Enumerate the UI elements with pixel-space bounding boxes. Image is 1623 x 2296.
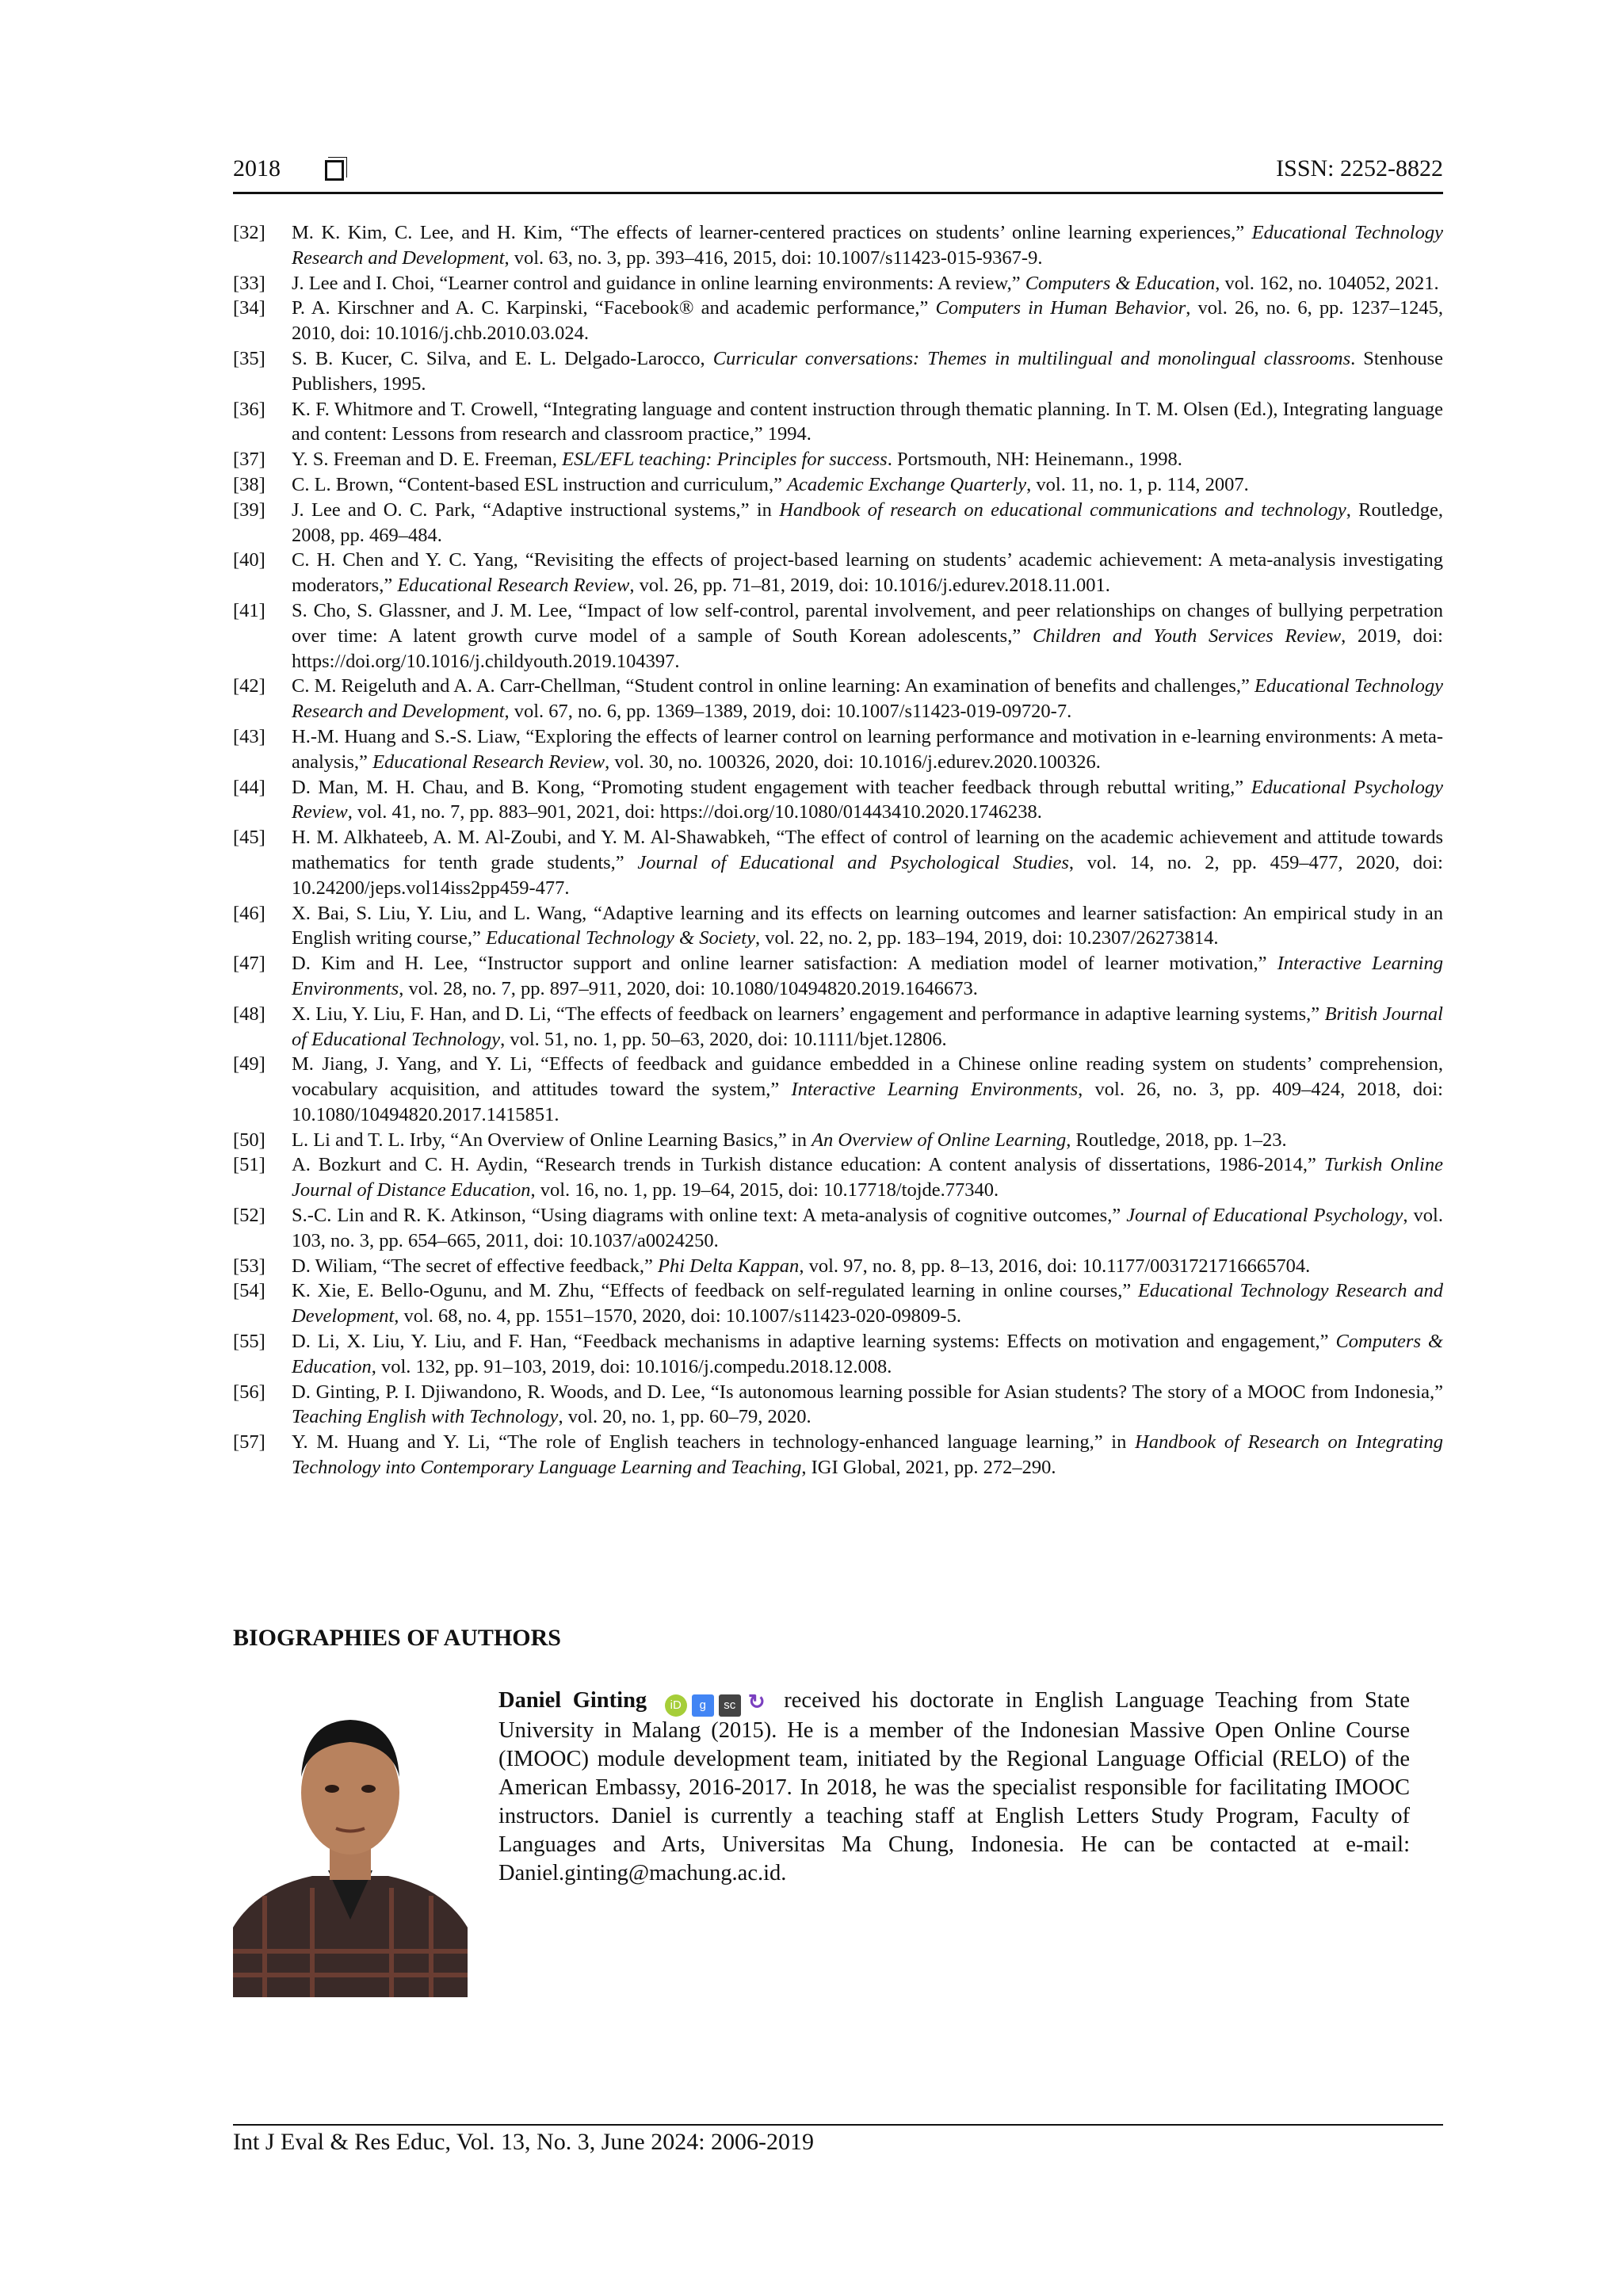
reference-source: Phi Delta Kappan	[658, 1255, 800, 1277]
reference-details: , vol. 14, no. 2, pp. 459–477, 2020, doi: 10.24200/jeps.vol14iss2pp459-477.	[292, 851, 1443, 899]
reference-details: , vol. 103, no. 3, pp. 654–665, 2011, doi: 10.1037/a0024250.	[292, 1205, 1443, 1251]
orcid-icon[interactable]: iD	[665, 1694, 687, 1717]
reference-authors-title: J. Lee and I. Choi, “Learner control and guidance in online learning environments: A review,”	[292, 272, 1025, 294]
reference-number: [50]	[233, 1129, 265, 1151]
reference-source: Handbook of research on educational communications and technology	[779, 499, 1346, 521]
reference-details: , Routledge, 2018, pp. 1–23.	[1066, 1129, 1287, 1151]
reference-item	[233, 548, 1443, 598]
reference-text	[292, 1430, 1443, 1480]
reference-item	[233, 1128, 1443, 1153]
reference-source: Computers & Education	[1025, 272, 1216, 294]
reference-source: Children and Youth Services Review	[1032, 625, 1342, 647]
reference-text	[292, 775, 1443, 826]
reference-number: [57]	[233, 1431, 265, 1454]
reference-item	[233, 1254, 1443, 1279]
publons-icon[interactable]: ↻	[747, 1690, 766, 1713]
reference-details: , vol. 26, no. 6, pp. 1237–1245, 2010, doi: 10.1016/j.chb.2010.03.024.	[292, 297, 1443, 345]
reference-authors-title: M. Jiang, J. Yang, and Y. Li, “Effects of feedback and guidance embedded in a Chinese online reading system on students’ comprehension, vocabulary acquisition, and attitudes toward the system,”	[292, 1053, 1443, 1101]
reference-details: , vol. 41, no. 7, pp. 883–901, 2021, doi: https://doi.org/10.1080/01443410.2020.1746238.	[347, 801, 1042, 823]
reference-details: , vol. 97, no. 8, pp. 8–13, 2016, doi: 10.1177/0031721716665704.	[799, 1255, 1311, 1277]
reference-authors-title: K. Xie, E. Bello-Ogunu, and M. Zhu, “Effects of feedback on self-regulated learning in online courses,”	[292, 1280, 1138, 1302]
reference-details: , vol. 22, no. 2, pp. 183–194, 2019, doi: 10.2307/26273814.	[754, 927, 1219, 949]
reference-details: , vol. 63, no. 3, pp. 393–416, 2015, doi: 10.1007/s11423-015-9367-9.	[504, 246, 1043, 269]
reference-source: Educational Psychology Review	[292, 776, 1443, 823]
reference-text	[292, 397, 1443, 448]
reference-source: Journal of Educational and Psychological Studies	[637, 851, 1069, 873]
reference-number: [52]	[233, 1205, 265, 1227]
reference-text	[292, 296, 1443, 346]
reference-authors-title: X. Liu, Y. Liu, F. Han, and D. Li, “The effects of feedback on learners’ engagement and performance in adaptive learning systems,”	[292, 1003, 1325, 1025]
reference-source: Handbook of Research on Integrating Technology into Contemporary Language Learning and Teaching	[292, 1431, 1443, 1479]
reference-text	[292, 1329, 1443, 1380]
reference-text	[292, 674, 1443, 724]
reference-authors-title: J. Lee and O. C. Park, “Adaptive instructional systems,” in	[292, 499, 780, 521]
reference-number: [55]	[233, 1331, 265, 1353]
reference-details: , vol. 51, no. 1, pp. 50–63, 2020, doi: 10.1111/bjet.12806.	[500, 1028, 947, 1050]
reference-details: , vol. 132, pp. 91–103, 2019, doi: 10.1016/j.compedu.2018.12.008.	[371, 1355, 892, 1377]
reference-source: Educational Research Review	[397, 575, 630, 597]
reference-number: [34]	[233, 297, 265, 319]
reference-source: Turkish Online Journal of Distance Education	[292, 1154, 1443, 1201]
reference-item	[233, 271, 1443, 296]
reference-source: Curricular conversations: Themes in multilingual and monolingual classrooms	[712, 347, 1351, 369]
reference-authors-title: D. Man, M. H. Chau, and B. Kong, “Promoting student engagement with teacher feedback through rebuttal writing,”	[292, 776, 1251, 798]
reference-number: [41]	[233, 599, 265, 621]
reference-item	[233, 1380, 1443, 1431]
author-name: Daniel Ginting	[498, 1688, 647, 1713]
reference-item	[233, 447, 1443, 472]
reference-authors-title: S. B. Kucer, C. Silva, and E. L. Delgado-Larocco,	[292, 347, 713, 369]
reference-item	[233, 1430, 1443, 1480]
reference-details: , vol. 28, no. 7, pp. 897–911, 2020, doi: 10.1080/10494820.2019.1646673.	[399, 977, 978, 999]
reference-text	[292, 220, 1443, 271]
biographies-heading: BIOGRAPHIES OF AUTHORS	[233, 1625, 561, 1651]
reference-text	[292, 447, 1443, 472]
reference-number: [39]	[233, 499, 265, 521]
reference-source: An Overview of Online Learning	[812, 1129, 1067, 1151]
reference-item	[233, 346, 1443, 397]
reference-item	[233, 951, 1443, 1002]
reference-list	[233, 220, 1443, 1480]
reference-number: [40]	[233, 549, 265, 571]
reference-source: Educational Technology Research and Development	[292, 222, 1443, 269]
reference-item	[233, 296, 1443, 346]
reference-text	[292, 548, 1443, 598]
reference-authors-title: C. L. Brown, “Content-based ESL instruction and curriculum,”	[292, 473, 788, 495]
reference-text	[292, 346, 1443, 397]
reference-source: Educational Technology Research and Development	[292, 675, 1443, 723]
reference-source: Interactive Learning Environments	[791, 1079, 1079, 1101]
reference-source: Interactive Learning Environments	[292, 953, 1443, 999]
reference-number: [46]	[233, 902, 265, 924]
reference-text	[292, 271, 1443, 296]
reference-authors-title: D. Kim and H. Lee, “Instructor support and online learner satisfaction: A mediation model of learner motivation,”	[292, 953, 1277, 975]
reference-details: , vol. 26, pp. 71–81, 2019, doi: 10.1016/j.edurev.2018.11.001.	[629, 575, 1110, 597]
reference-authors-title: C. M. Reigeluth and A. A. Carr-Chellman, “Student control in online learning: An examination of benefits and challenges,”	[292, 675, 1255, 697]
reference-number: [48]	[233, 1003, 265, 1025]
reference-item	[233, 1002, 1443, 1052]
issn: ISSN: 2252-8822	[1276, 155, 1443, 181]
reference-item	[233, 825, 1443, 900]
reference-details: , vol. 67, no. 6, pp. 1369–1389, 2019, doi: 10.1007/s11423-019-09720-7.	[504, 701, 1072, 723]
reference-text	[292, 724, 1443, 775]
reference-number: [47]	[233, 953, 265, 975]
reference-source: ESL/EFL teaching: Principles for success	[562, 449, 888, 471]
footer-citation: Int J Eval & Res Educ, Vol. 13, No. 3, June 2024: 2006-2019	[233, 2129, 815, 2155]
reference-authors-title: D. Ginting, P. I. Djiwandono, R. Woods, and D. Lee, “Is autonomous learning possible for Asian students? The story of a MOOC from Indonesia,”	[292, 1381, 1443, 1403]
reference-authors-title: A. Bozkurt and C. H. Aydin, “Research trends in Turkish distance education: A content analysis of dissertations, 1986-2014,”	[292, 1154, 1324, 1176]
reference-source: Educational Research Review	[372, 751, 605, 773]
reference-number: [33]	[233, 272, 265, 294]
reference-item	[233, 498, 1443, 548]
reference-item	[233, 775, 1443, 826]
author-bio	[498, 1687, 1410, 1888]
page-header	[233, 155, 1443, 187]
page-number: 2018	[233, 155, 281, 181]
reference-number: [42]	[233, 675, 265, 697]
reference-authors-title: D. Wiliam, “The secret of effective feedback,”	[292, 1255, 659, 1277]
reference-number: [45]	[233, 827, 265, 849]
reference-number: [37]	[233, 449, 265, 471]
reference-details: , vol. 16, no. 1, pp. 19–64, 2015, doi: 10.17718/tojde.77340.	[530, 1179, 999, 1201]
reference-details: , vol. 20, no. 1, pp. 60–79, 2020.	[558, 1406, 812, 1428]
header-rule	[233, 192, 1443, 194]
author-photo	[233, 1690, 468, 1997]
reference-text	[292, 951, 1443, 1002]
reference-details: . Stenhouse Publishers, 1995.	[292, 347, 1443, 395]
reference-authors-title: L. Li and T. L. Irby, “An Overview of Online Learning Basics,” in	[292, 1129, 812, 1151]
reference-source: British Journal of Educational Technology	[292, 1003, 1443, 1050]
reference-item	[233, 220, 1443, 271]
reference-item	[233, 397, 1443, 448]
reference-number: [49]	[233, 1053, 265, 1075]
reference-number: [51]	[233, 1154, 265, 1176]
reference-number: [44]	[233, 776, 265, 798]
reference-number: [54]	[233, 1280, 265, 1302]
reference-number: [38]	[233, 473, 265, 495]
reference-item	[233, 901, 1443, 952]
reference-authors-title: S.-C. Lin and R. K. Atkinson, “Using diagrams with online text: A meta-analysis of cognitive outcomes,”	[292, 1205, 1127, 1227]
reference-authors-title: K. F. Whitmore and T. Crowell, “Integrating language and content instruction through thematic planning. In T. M. Olsen (Ed.), Integrating language and content: Lessons from research and classroom practice,” 1994.	[292, 398, 1443, 445]
reference-item	[233, 598, 1443, 674]
reference-source: Educational Technology Research and Development	[292, 1280, 1443, 1328]
reference-text	[292, 825, 1443, 900]
reference-authors-title: P. A. Kirschner and A. C. Karpinski, “Facebook® and academic performance,”	[292, 297, 936, 319]
reference-source: Computers & Education	[292, 1331, 1443, 1377]
reference-text	[292, 1052, 1443, 1127]
reference-source: Computers in Human Behavior	[935, 297, 1186, 319]
reference-item	[233, 1278, 1443, 1329]
reference-number: [36]	[233, 398, 265, 420]
reference-item	[233, 472, 1443, 498]
reference-authors-title: H.-M. Huang and S.-S. Liaw, “Exploring the effects of learner control on learning performance and motivation in e-learning environments: A meta-analysis,”	[292, 725, 1443, 773]
reference-text	[292, 1128, 1443, 1153]
reference-item	[233, 1052, 1443, 1127]
reference-details: , IGI Global, 2021, pp. 272–290.	[801, 1457, 1056, 1479]
reference-item	[233, 1152, 1443, 1203]
reference-source: Academic Exchange Quarterly	[787, 473, 1027, 495]
bio-text: received his doctorate in English Language Teaching from State University in Malang (2015). He is a member of the Indonesian Massive Open Online Course (IMOOC) module development team, initiated by the Regional Language Official (RELO) of the American Embassy, 2016-2017. In 2018, he was the specialist responsible for facilitating IMOOC instructors. Daniel is currently a teaching staff at English Letters Study Program, Faculty of Languages and Arts, Universitas Ma Chung, Indonesia. He can be contacted at e-mail: Daniel.ginting@machung.ac.id.	[498, 1688, 1411, 1885]
reference-number: [35]	[233, 347, 265, 369]
reference-text	[292, 498, 1443, 548]
reference-item	[233, 1329, 1443, 1380]
reference-authors-title: Y. M. Huang and Y. Li, “The role of English teachers in technology-enhanced language learning,” in	[292, 1431, 1136, 1454]
reference-details: , vol. 26, no. 3, pp. 409–424, 2018, doi: 10.1080/10494820.2017.1415851.	[292, 1079, 1443, 1125]
reference-details: , vol. 11, no. 1, p. 114, 2007.	[1026, 473, 1249, 495]
reference-source: Educational Technology & Society	[485, 927, 755, 949]
reference-text	[292, 598, 1443, 674]
reference-number: [43]	[233, 725, 265, 747]
reference-details: , vol. 68, no. 4, pp. 1551–1570, 2020, doi: 10.1007/s11423-020-09809-5.	[394, 1305, 961, 1328]
reference-details: , Routledge, 2008, pp. 469–484.	[292, 499, 1443, 546]
reference-number: [53]	[233, 1255, 265, 1277]
reference-authors-title: C. H. Chen and Y. C. Yang, “Revisiting the effects of project-based learning on students’ academic achievement: A meta-analysis investigating moderators,”	[292, 549, 1443, 597]
reference-text	[292, 1380, 1443, 1431]
reference-text	[292, 1002, 1443, 1052]
reference-number: [32]	[233, 222, 265, 243]
reference-authors-title: Y. S. Freeman and D. E. Freeman,	[292, 449, 563, 471]
reference-source: Teaching English with Technology	[292, 1406, 559, 1428]
reference-text	[292, 901, 1443, 952]
reference-authors-title: H. M. Alkhateeb, A. M. Al-Zoubi, and Y. M. Al-Shawabkeh, “The effect of control of learning on the academic achievement and attitude towards mathematics for tenth grade students,”	[292, 827, 1443, 873]
reference-text	[292, 1203, 1443, 1254]
reference-item	[233, 1203, 1443, 1254]
reference-details: , vol. 30, no. 100326, 2020, doi: 10.1016/j.edurev.2020.100326.	[605, 751, 1101, 773]
reference-details: , 2019, doi: https://doi.org/10.1016/j.childyouth.2019.104397.	[292, 625, 1443, 672]
reference-source: Journal of Educational Psychology	[1126, 1205, 1403, 1227]
reference-text	[292, 1152, 1443, 1203]
reference-text	[292, 472, 1443, 498]
google-scholar-icon[interactable]: g	[692, 1694, 714, 1717]
footer-rule	[233, 2124, 1443, 2126]
reference-item	[233, 674, 1443, 724]
reference-details: . Portsmouth, NH: Heinemann., 1998.	[887, 449, 1182, 471]
reference-authors-title: M. K. Kim, C. Lee, and H. Kim, “The effects of learner-centered practices on students’ online learning experiences,”	[292, 222, 1252, 243]
reference-details: , vol. 162, no. 104052, 2021.	[1215, 272, 1439, 294]
reference-text	[292, 1278, 1443, 1329]
square-icon	[325, 160, 344, 181]
reference-number: [56]	[233, 1381, 265, 1403]
reference-authors-title: S. Cho, S. Glassner, and J. M. Lee, “Impact of low self-control, parental involvement, and peer relationships on changes of bullying perpetration over time: A latent growth curve model of a sample of South Korean adolescents,”	[292, 599, 1443, 647]
reference-authors-title: D. Li, X. Liu, Y. Liu, and F. Han, “Feedback mechanisms in adaptive learning systems: Effects on motivation and engagement,”	[292, 1331, 1336, 1353]
scopus-icon[interactable]: sc	[719, 1694, 741, 1717]
reference-item	[233, 724, 1443, 775]
reference-authors-title: X. Bai, S. Liu, Y. Liu, and L. Wang, “Adaptive learning and its effects on learning outcomes and learner satisfaction: An empirical study in an English writing course,”	[292, 902, 1443, 949]
reference-text	[292, 1254, 1443, 1279]
